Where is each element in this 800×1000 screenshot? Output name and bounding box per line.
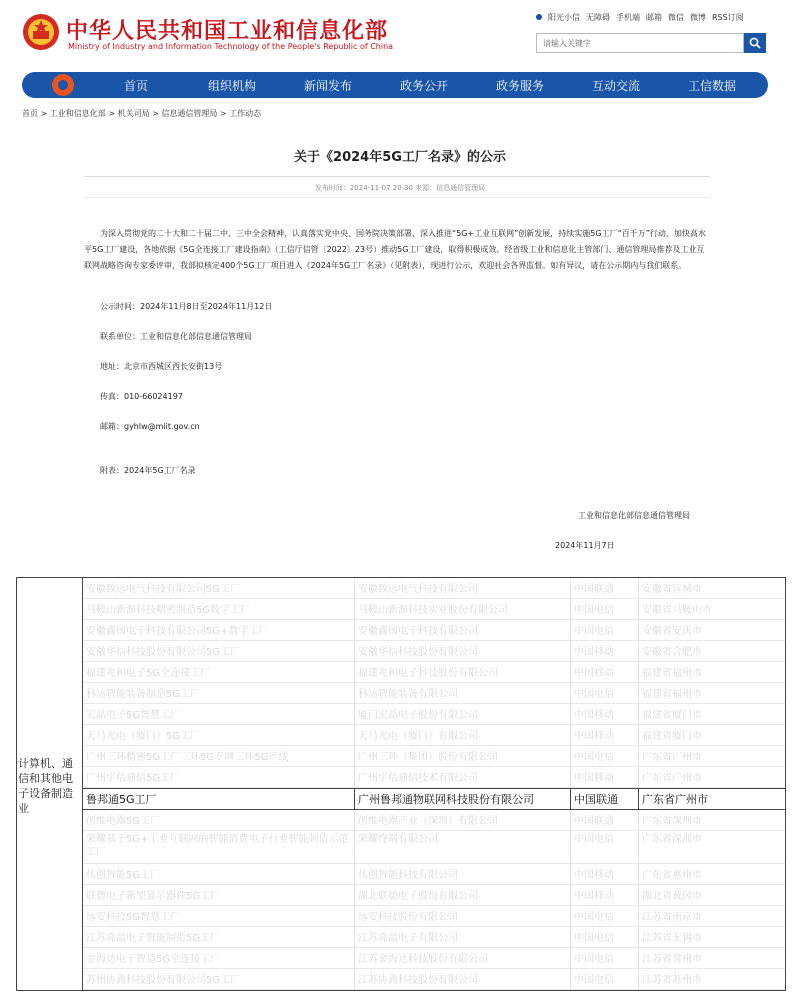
nav-item-affairs-public[interactable]: 政务公开 — [399, 78, 448, 93]
company-cell: 广州宇信通信技术有限公司 — [355, 767, 571, 787]
nav-item-home[interactable]: 首页 — [123, 78, 148, 93]
operator-cell: 中国电信 — [571, 620, 639, 640]
operator-cell: 中国联通 — [571, 578, 639, 598]
search-button[interactable] — [744, 33, 766, 53]
sun-icon — [536, 14, 542, 20]
region-cell: 安徽省安庆市 — [642, 626, 702, 637]
table-row — [83, 906, 785, 927]
breadcrumb[interactable]: 首页 > 工业和信息化部 > 机关司局 > 信息通信管理局 > 工作动态 — [22, 109, 262, 118]
region-cell: 福建省厦门市 — [642, 731, 702, 742]
article-meta: 发布时间：2024-11-07 20:30 来源：信息通信管理局 — [314, 184, 486, 192]
table-row — [83, 620, 785, 641]
factory-name-cell: 科达智能装备制造5G工厂 — [83, 683, 355, 703]
category-cell — [17, 578, 83, 990]
operator-cell: 中国电信 — [571, 599, 639, 619]
top-link-accessibility[interactable]: 无障碍 — [586, 13, 610, 22]
factory-name-cell: 苏州协鑫科技股份有限公司5G工厂 — [83, 969, 355, 989]
top-link-wechat[interactable]: 微信 — [668, 13, 684, 22]
operator-cell: 中国电信 — [571, 927, 639, 947]
company-cell: 广州鲁邦通物联网科技股份有限公司 — [355, 789, 571, 809]
category-label: 计算机、通信和其他电子设备制造业 — [18, 757, 73, 815]
signature-date: 2024年11月7日 — [555, 541, 615, 550]
factory-list-table — [16, 577, 786, 991]
region-cell: 安徽省宣城市 — [642, 584, 702, 595]
company-cell: 安徽华信科技股份有限公司 — [355, 641, 571, 661]
nav-item-organization[interactable]: 组织机构 — [207, 78, 256, 93]
company-cell: 江苏协鑫科技股份有限公司 — [355, 969, 571, 989]
region-cell: 广东省广州市 — [642, 752, 702, 763]
factory-name-cell: 江苏亮晶电子智能制造5G工厂 — [83, 927, 355, 947]
notice-period: 公示时间：2024年11月8日至2024年11月12日 — [100, 302, 273, 311]
operator-cell: 中国电信 — [571, 906, 639, 926]
factory-name-cell: 安徽致远电气科技有限公司5G工厂 — [83, 578, 355, 598]
article-title: 关于《2024年5G工厂名录》的公示 — [294, 150, 506, 165]
factory-name-cell: 荣耀基于5G+工业互联网的智能消费电子行业智能制造示范工厂 — [83, 831, 355, 863]
table-row — [83, 662, 785, 683]
nav-item-data[interactable]: 工信数据 — [687, 78, 736, 93]
operator-cell: 中国联通 — [571, 789, 639, 809]
operator-cell: 中国电信 — [571, 948, 639, 968]
region-cell: 江苏省常州市 — [642, 954, 702, 965]
region-cell: 福建省厦门市 — [642, 710, 702, 721]
region-cell: 江苏省南京市 — [642, 912, 702, 923]
factory-name-cell: 安徽鑫国电子科技有限公司5G+数字工厂 — [83, 620, 355, 640]
company-cell: 广州三环（集团）股份有限公司 — [355, 746, 571, 766]
article-body: 为深入贯彻党的二十大和二十届二中、三中全会精神，认真落实党中央、国务院决策部署，深入推进“5G+工业互联网”创新发展，持续实施5G工厂“百千万”行动，加快高水平5G工厂建设，各地依据《5G全连接工厂建设指南》（工信厅信管〔2022〕23号）推动5G工厂建设，取得积极成效。经省级工业和信息化主管部门、通信管理局推荐及工业互联网战略咨询专家委评审，我部拟核定400个5G工厂项目进入《2024年5G工厂名录》（见附表），现进行公示，欢迎社会各界监督。如有异议，请在公示期内与我们联系。 — [84, 229, 706, 270]
region-cell: 江苏省苏州市 — [642, 975, 702, 986]
operator-cell: 中国移动 — [571, 662, 639, 682]
region-cell: 广东省深圳市 — [642, 816, 702, 827]
table-row — [83, 599, 785, 620]
factory-name-cell: 远安科技5G智慧工厂 — [83, 906, 355, 926]
top-link-weibo[interactable]: 微博 — [690, 13, 706, 22]
table-row — [83, 864, 785, 885]
factory-name-cell: 联德电子新型显示器件5G工厂 — [83, 885, 355, 905]
company-cell: 伟创智能科技有限公司 — [355, 864, 571, 884]
table-row — [83, 641, 785, 662]
top-links — [536, 12, 766, 23]
factory-name-cell: 天马光电（厦门）5G工厂 — [83, 725, 355, 745]
table-row — [83, 767, 785, 788]
company-cell: 安徽鑫国电子科技有限公司 — [355, 620, 571, 640]
company-cell: 福建兆和电子科技股份有限公司 — [355, 662, 571, 682]
fax: 传真：010-66024197 — [100, 392, 183, 401]
region-cell: 湖北省黄冈市 — [642, 891, 702, 902]
national-emblem-icon — [22, 12, 60, 52]
company-cell: 创维电器产业（深圳）有限公司 — [355, 810, 571, 830]
factory-name-cell: 创维电器5G工厂 — [83, 810, 355, 830]
company-cell: 马鞍山新源科技实业股份有限公司 — [355, 599, 571, 619]
search-icon — [749, 37, 761, 49]
contact-unit: 联系单位：工业和信息化部信息通信管理局 — [100, 332, 252, 341]
company-cell: 江苏亮晶电子有限公司 — [355, 927, 571, 947]
region-cell: 广东省惠州市 — [642, 870, 702, 881]
factory-name-cell: 鲁邦通5G工厂 — [83, 789, 355, 809]
top-link-yangguang[interactable]: 阳光小信 — [548, 13, 580, 22]
top-link-mail[interactable]: 邮箱 — [646, 13, 662, 22]
table-row — [83, 725, 785, 746]
company-cell: 远安科技股份有限公司 — [355, 906, 571, 926]
factory-name-cell: 福建兆和电子5G全连接工厂 — [83, 662, 355, 682]
site-title-cn[interactable]: 中华人民共和国工业和信息化部 — [66, 19, 389, 44]
site-header — [0, 0, 800, 68]
table-row — [83, 683, 785, 704]
operator-cell: 中国移动 — [571, 725, 639, 745]
table-row — [83, 885, 785, 906]
company-cell: 安徽致远电气科技有限公司 — [355, 578, 571, 598]
meta-divider — [84, 197, 710, 198]
nav-item-interaction[interactable]: 互动交流 — [591, 78, 640, 93]
attachment-link[interactable]: 附表：2024年5G工厂名录 — [100, 466, 196, 475]
top-link-mobile[interactable]: 手机端 — [616, 13, 640, 22]
region-cell: 福建省福州市 — [642, 689, 702, 700]
table-row — [83, 578, 785, 599]
table-row — [83, 704, 785, 725]
company-cell: 科达智能装备有限公司 — [355, 683, 571, 703]
top-link-rss[interactable]: RSS订阅 — [712, 13, 744, 22]
factory-name-cell: 宏晶电子5G智慧工厂 — [83, 704, 355, 724]
operator-cell: 中国移动 — [571, 885, 639, 905]
search-input[interactable]: 请输入关键字 — [536, 33, 744, 53]
factory-name-cell: 广州三环精密5G工厂三环5G专网三环5G产线 — [83, 746, 355, 766]
company-cell: 湖北联德电子股份有限公司 — [355, 885, 571, 905]
table-row — [83, 969, 785, 990]
region-cell: 安徽省合肥市 — [642, 647, 702, 658]
table-row — [83, 810, 785, 831]
operator-cell: 中国联通 — [571, 810, 639, 830]
company-cell: 厦门宏晶电子股份有限公司 — [355, 704, 571, 724]
address: 地址：北京市西城区西长安街13号 — [100, 362, 223, 371]
operator-cell: 中国移动 — [571, 864, 639, 884]
region-cell: 广东省广州市 — [642, 793, 708, 806]
factory-name-cell: 广州宇信通信5G工厂 — [83, 767, 355, 787]
region-cell: 江苏省无锡市 — [642, 933, 702, 944]
nav-item-news[interactable]: 新闻发布 — [303, 78, 352, 93]
region-cell: 广东省深圳市 — [642, 834, 702, 845]
region-cell: 安徽省马鞍山市 — [642, 605, 712, 616]
email: 邮箱：gyhlw@miit.gov.cn — [100, 422, 200, 431]
factory-name-cell: 安徽华信科技股份有限公司5G工厂 — [83, 641, 355, 661]
company-cell: 天马光电（厦门）有限公司 — [355, 725, 571, 745]
operator-cell: 中国电信 — [571, 683, 639, 703]
title-divider — [84, 176, 710, 177]
main-nav — [22, 72, 768, 98]
factory-name-cell: 金海达电子智造5G全连接工厂 — [83, 948, 355, 968]
factory-name-cell: 伟创智能5G工厂 — [83, 864, 355, 884]
table-row — [83, 831, 785, 864]
table-row — [83, 927, 785, 948]
site-title-en: Ministry of Industry and Information Technology of the People's Republic of China — [68, 42, 394, 51]
operator-cell: 中国移动 — [571, 704, 639, 724]
operator-cell: 中国电信 — [571, 969, 639, 989]
region-cell: 福建省福州市 — [642, 668, 702, 679]
operator-cell: 中国移动 — [571, 767, 639, 787]
company-cell: 荣耀终端有限公司 — [355, 831, 571, 863]
table-row — [83, 788, 785, 810]
operator-cell: 中国电信 — [571, 746, 639, 766]
miit-logo-icon — [52, 74, 74, 96]
company-cell: 江苏金海达科技股份有限公司 — [355, 948, 571, 968]
table-row — [83, 746, 785, 767]
signature: 工业和信息化部信息通信管理局 — [578, 511, 690, 520]
nav-item-services[interactable]: 政务服务 — [495, 78, 544, 93]
operator-cell: 中国移动 — [571, 641, 639, 661]
factory-name-cell: 马鞍山新源科技精密制造5G数字工厂 — [83, 599, 355, 619]
table-row — [83, 948, 785, 969]
region-cell: 广东省广州市 — [642, 773, 702, 784]
operator-cell: 中国电信 — [571, 831, 639, 863]
